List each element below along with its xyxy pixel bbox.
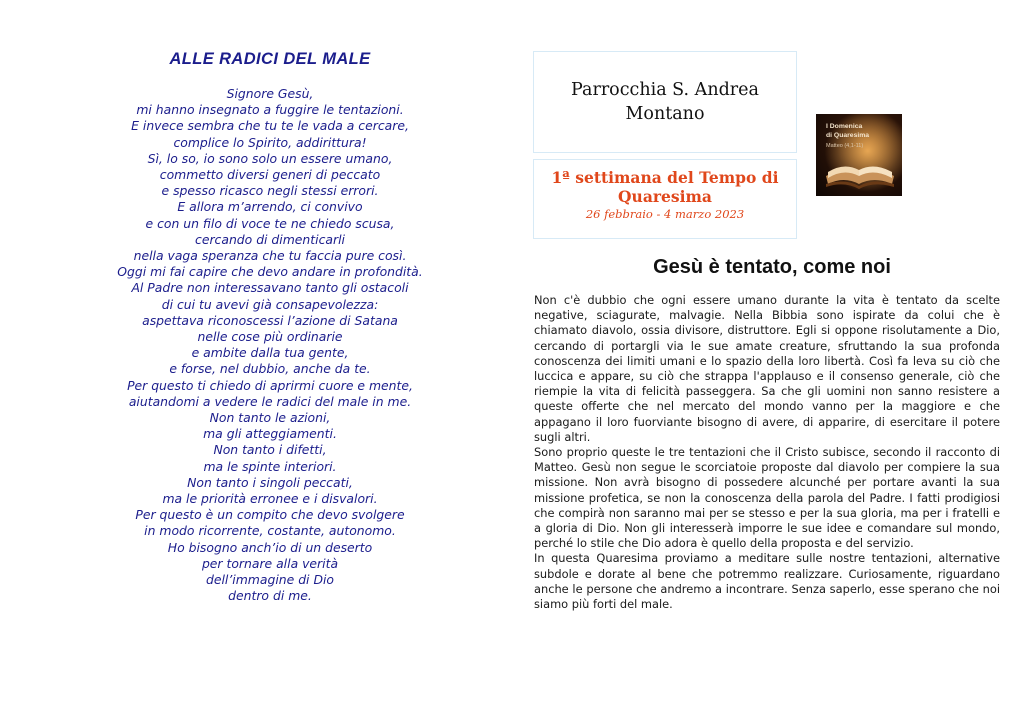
poem-line: commetto diversi generi di peccato (159, 167, 381, 183)
poem-line: aspettava riconoscessi l’azione di Satana (142, 312, 398, 328)
poem-line: ma gli atteggiamenti. (203, 426, 337, 442)
poem-line: Signore Gesù, (226, 86, 314, 101)
week-dates: 26 febbraio - 4 marzo 2023 (585, 207, 745, 221)
article-paragraph: Sono proprio queste le tre tentazioni che il Cristo subisce, secondo il racconto di Matteo. Gesù non segue le scorciatoie proposte dal diavolo per compiere la sua missione. Non avrà bisogno di possedere alcunché per portare avanti la sua missione profetica, se non la conoscenza della parola del Padre. I fatti prodigiosi che compirà non saranno mai per se stesso e per la sua gloria, ma per i fratelli e a gloria di Dio. Non gli interesserà imporre le sue idee e comandare sul mondo, perché lo stile che Dio adora è quello della proposta e del servizio. (534, 445, 1000, 551)
week-header-box (533, 159, 797, 239)
poem-line: nella vaga speranza che tu faccia pure così. (133, 248, 407, 264)
poem-line: e forse, nel dubbio, anche da te. (169, 361, 371, 377)
parish-header-box (533, 51, 797, 153)
article-paragraph: In questa Quaresima proviamo a meditare sulle nostre tentazioni, alternative subdole e dorate al bene che potremmo realizzare. Curiosamente, riguardano anche le persone che andremo a incontrare. Senza saperlo, esse sperano che noi siamo più forti del male. (534, 551, 1000, 612)
poem-line: nelle cose più ordinarie (197, 329, 343, 345)
poem-line: ma le spinte interiori. (203, 458, 337, 474)
poem-line: di cui tu avevi già consapevolezza: (161, 296, 379, 312)
poem-body (70, 86, 470, 605)
poem-line: in modo ricorrente, costante, autonomo. (144, 523, 396, 539)
poem-line: E invece sembra che tu te le vada a cercare, (131, 118, 409, 134)
poem-line: aiutandomi a vedere le radici del male in me. (128, 393, 412, 409)
poem-line: per tornare alla verità (201, 555, 339, 571)
poem-line: Ho bisogno anch’io di un deserto (167, 539, 373, 555)
poem-line: mi hanno insegnato a fuggire le tentazioni. (136, 102, 404, 118)
poem-line: Per questo ti chiedo di aprirmi cuore e mente, (127, 377, 413, 393)
poem-line: Non tanto le azioni, (209, 410, 331, 426)
bible-cover-image (816, 114, 902, 196)
poem-line: dentro di me. (228, 588, 312, 604)
poem-line: E allora m’arrendo, ci convivo (177, 199, 363, 215)
poem-line: e con un filo di voce te ne chiedo scusa, (145, 215, 395, 231)
article-body (534, 293, 1000, 612)
article-paragraph: Non c'è dubbio che ogni essere umano durante la vita è tentato da scelte negative, sciagurate, malvagie. Nella Bibbia sono ispirate da colui che è chiamato diavolo, ossia divisore, distruttore. Egli si oppone risolutamente a Dio, cercando di portargli via le sue amate creature, sfruttando la sua profonda conoscenza dei limiti umani e lo spazio della loro libertà. Così fa leva su ciò che luccica e appare, su ciò che strappa l'applauso e il consenso generale, ciò che riempie la vita di felicità passeggera. Sa che gli uomini non sanno resistere a queste offerte che nel mercato del mondo vanno per la maggiore e che appagano il loro fuorviante bisogno di avere, di apparire, di esercitare il potere sugli altri. (534, 293, 1000, 444)
poem-line: cercando di dimenticarli (195, 231, 345, 247)
right-page (512, 0, 1024, 724)
parish-town: Montano (625, 104, 705, 124)
poem-line: Al Padre non interessavano tanto gli ostacoli (131, 280, 409, 296)
poem-line: Per questo è un compito che devo svolgere (135, 507, 405, 523)
poem-line: Oggi mi fai capire che devo andare in profondità. (117, 264, 423, 280)
poem-line: Non tanto i difetti, (213, 442, 327, 458)
cover-caption: I Domenica di Quaresima Matteo (4,1-11) (826, 123, 870, 149)
poem-line: ma le priorità erronee e i disvalori. (162, 491, 378, 507)
poem-line: e ambite dalla tua gente, (191, 345, 349, 361)
poem-line: complice lo Spirito, addirittura! (173, 134, 367, 150)
poem-line: Non tanto i singoli peccati, (187, 474, 353, 490)
week-title: 1ª settimana del Tempo di Quaresima (551, 168, 779, 206)
poem-line: dell’immagine di Dio (205, 572, 335, 588)
poem-title: ALLE RADICI DEL MALE (169, 50, 371, 68)
parish-name: Parrocchia S. Andrea (571, 80, 759, 100)
poem-line: Sì, lo so, io sono solo un essere umano, (147, 150, 393, 166)
article-title: Gesù è tentato, come noi (653, 256, 891, 278)
poem-line: e spesso ricasco negli stessi errori. (161, 183, 379, 199)
